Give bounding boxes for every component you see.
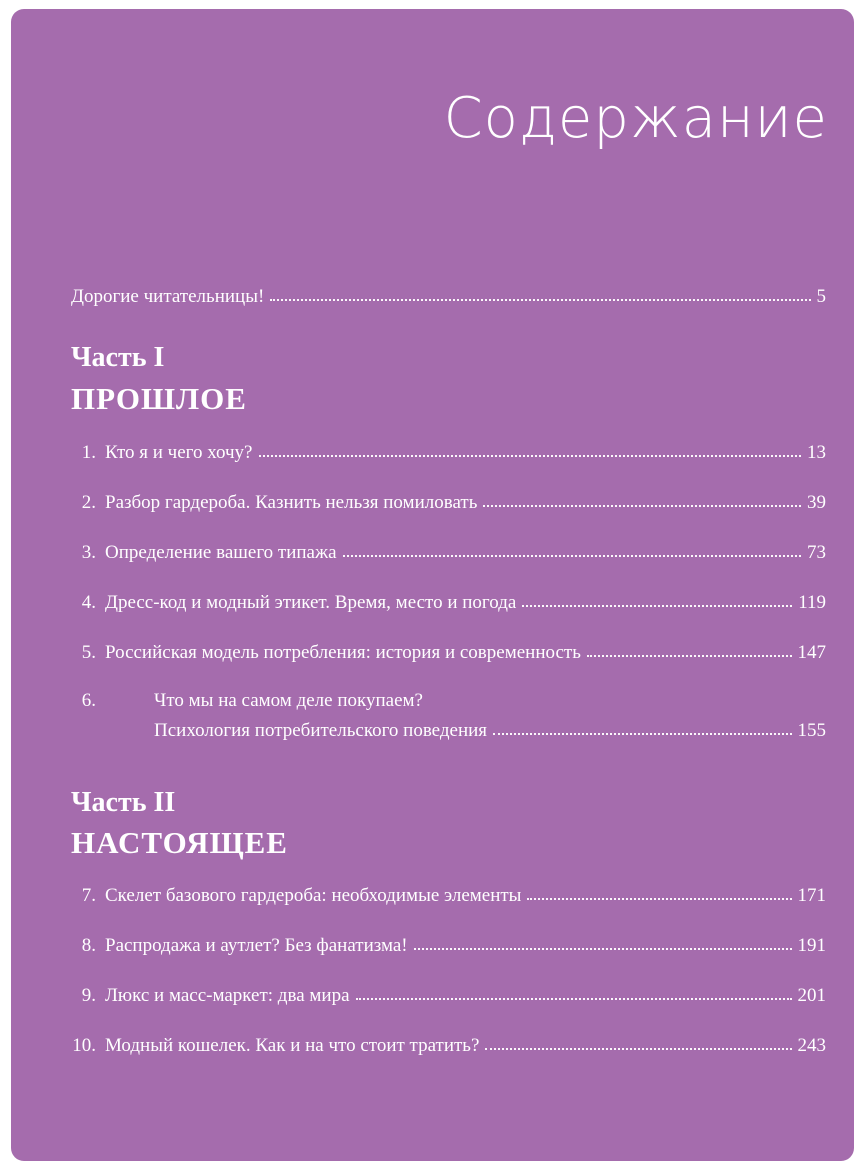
dot-leader xyxy=(483,504,801,507)
entry-number: 10. xyxy=(72,1035,96,1056)
entry-number: 4. xyxy=(81,592,96,613)
entry-text: Распродажа и аутлет? Без фанатизма! xyxy=(105,935,408,956)
entry-page: 191 xyxy=(797,935,826,956)
toc-entry[interactable] xyxy=(81,935,826,956)
entry-number: 1. xyxy=(81,442,96,463)
entry-number: 3. xyxy=(81,542,96,563)
dot-leader xyxy=(270,298,810,301)
toc-entry[interactable] xyxy=(81,542,826,563)
entry-text: Люкс и масс-маркет: два мира xyxy=(105,985,350,1006)
entry-number: 9. xyxy=(81,985,96,1006)
entry-page: 243 xyxy=(797,1035,826,1056)
entry-number: 5. xyxy=(81,642,96,663)
entry-text: Кто я и чего хочу? xyxy=(105,442,253,463)
toc-entry[interactable] xyxy=(81,442,826,463)
entry-page: 171 xyxy=(797,885,826,906)
part-label: Часть II xyxy=(71,787,176,818)
dot-leader xyxy=(343,554,801,557)
toc-entry[interactable] xyxy=(81,985,826,1006)
entry-number: 2. xyxy=(81,492,96,513)
dot-leader xyxy=(587,654,792,657)
part-name: ПРОШЛОЕ xyxy=(71,381,247,416)
entry-page: 119 xyxy=(798,592,826,613)
entry-number: 7. xyxy=(81,885,96,906)
entry-page: 155 xyxy=(797,720,826,741)
entry-text: Определение вашего типажа xyxy=(105,542,337,563)
toc-entry[interactable] xyxy=(81,592,826,613)
toc-page xyxy=(11,9,854,1161)
entry-text: Разбор гардероба. Казнить нельзя помиловать xyxy=(105,492,478,513)
entry-text: Российская модель потребления: история и современность xyxy=(105,642,581,663)
entry-text: Психология потребительского поведения xyxy=(154,720,488,741)
entry-number: 6. xyxy=(81,690,96,711)
entry-number: 8. xyxy=(81,935,96,956)
entry-page: 73 xyxy=(807,542,826,563)
toc-entry[interactable] xyxy=(154,721,826,740)
entry-text: Дресс-код и модный этикет. Время, место и погода xyxy=(105,592,517,613)
entry-text: Скелет базового гардероба: необходимые элементы xyxy=(105,885,522,906)
dot-leader xyxy=(259,454,802,457)
toc-entry[interactable] xyxy=(72,1035,826,1056)
page-title: Содержание xyxy=(443,86,828,151)
dot-leader xyxy=(527,897,791,900)
entry-page: 201 xyxy=(797,985,826,1006)
toc-entry[interactable] xyxy=(81,885,826,906)
dot-leader xyxy=(414,947,792,950)
dot-leader xyxy=(485,1047,791,1050)
dot-leader xyxy=(493,732,791,735)
toc-entry[interactable] xyxy=(81,492,826,513)
entry-page: 13 xyxy=(807,442,826,463)
entry-page: 5 xyxy=(816,286,826,307)
entry-text: Дорогие читательницы! xyxy=(71,286,265,307)
entry-text-line1[interactable]: Что мы на самом деле покупаем? xyxy=(154,690,423,711)
toc-entry[interactable] xyxy=(81,642,826,663)
dot-leader xyxy=(356,997,792,1000)
entry-text: Модный кошелек. Как и на что стоит тратить? xyxy=(105,1035,480,1056)
part-name: НАСТОЯЩЕЕ xyxy=(71,825,288,860)
part-label: Часть I xyxy=(71,342,165,373)
toc-entry-intro[interactable] xyxy=(71,287,826,306)
entry-page: 147 xyxy=(797,642,826,663)
entry-page: 39 xyxy=(807,492,826,513)
dot-leader xyxy=(522,604,792,607)
